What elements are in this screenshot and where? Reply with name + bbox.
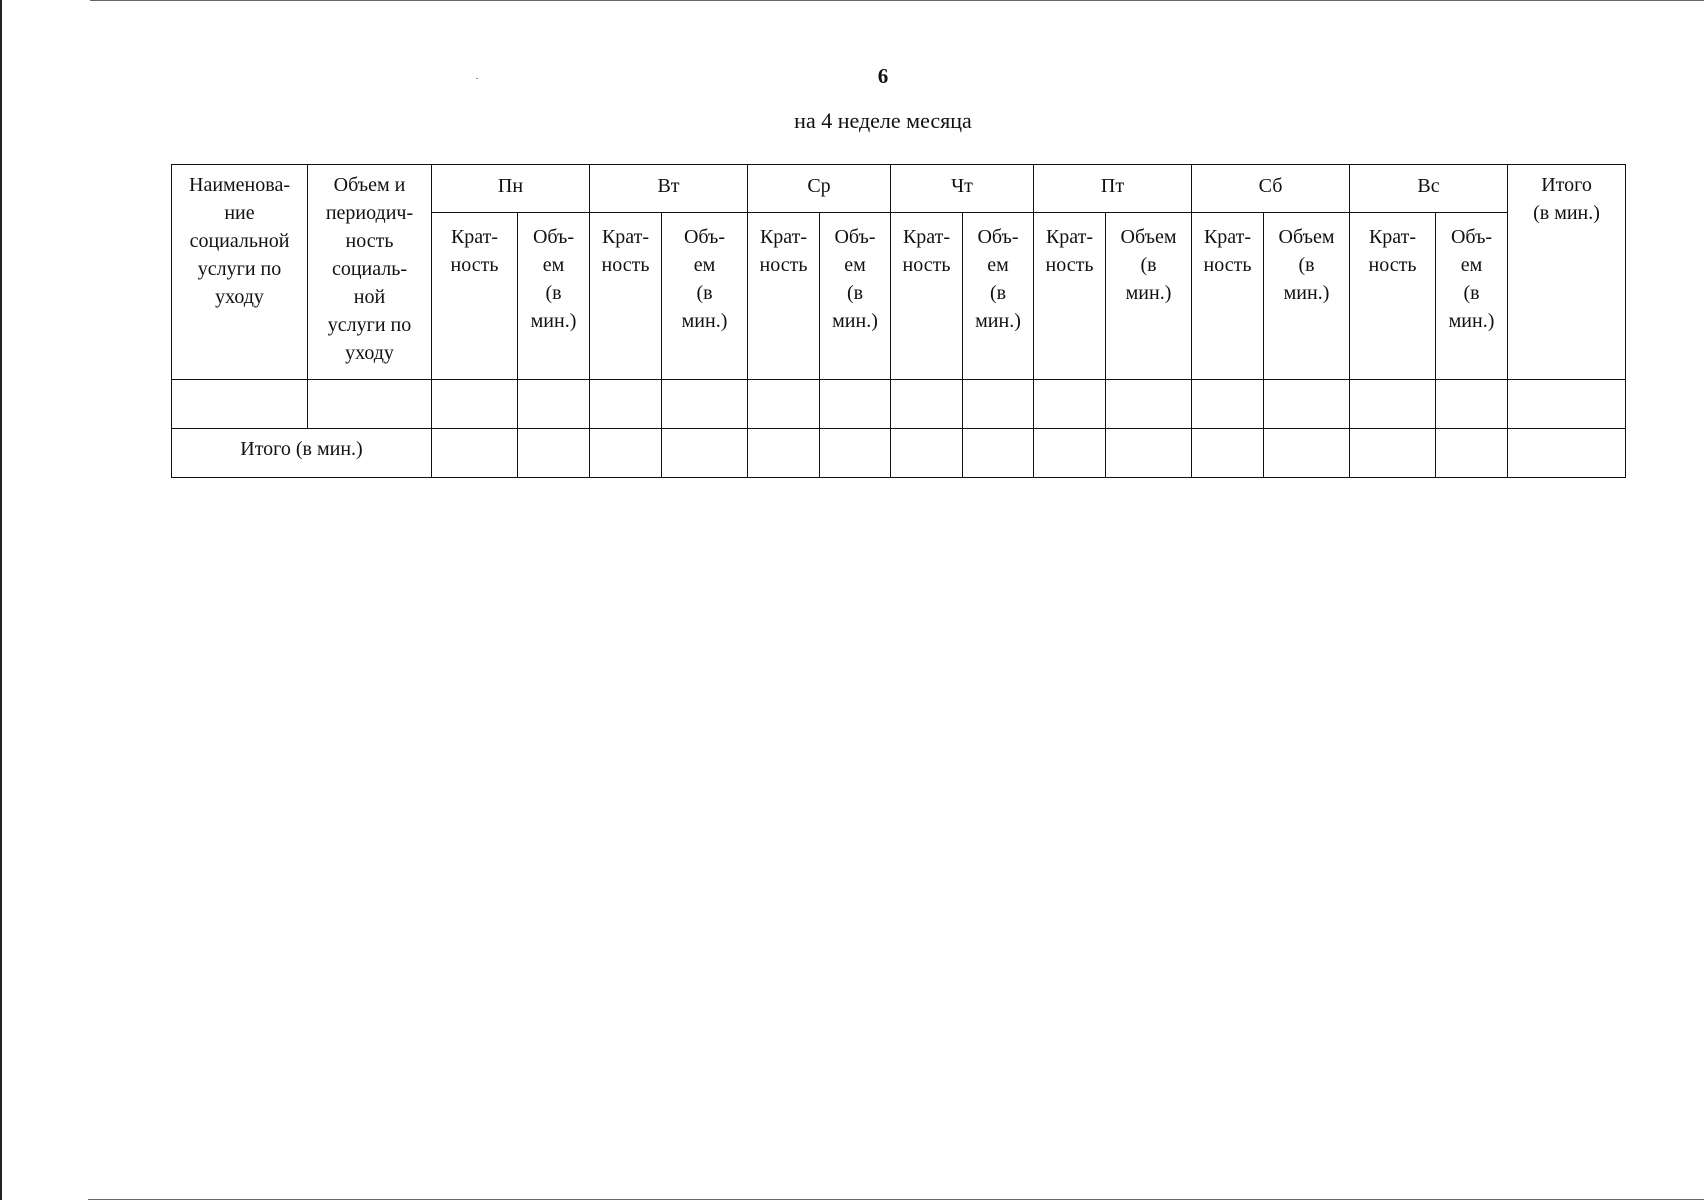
header-tue-multiplicity: Крат- ность bbox=[590, 213, 662, 380]
table-cell bbox=[172, 380, 308, 429]
table-cell bbox=[1264, 429, 1350, 478]
header-fri-multiplicity: Крат- ность bbox=[1034, 213, 1106, 380]
care-schedule-table bbox=[171, 164, 1626, 478]
table-cell bbox=[891, 429, 963, 478]
table-cell bbox=[662, 429, 748, 478]
table-cell bbox=[662, 380, 748, 429]
total-row-label: Итого (в мин.) bbox=[172, 429, 432, 478]
header-tue-volume: Объ- ем (в мин.) bbox=[662, 213, 748, 380]
table-cell bbox=[891, 380, 963, 429]
table-cell bbox=[963, 429, 1034, 478]
table-cell bbox=[1508, 429, 1626, 478]
table-cell bbox=[1192, 429, 1264, 478]
page-number: 6 bbox=[877, 64, 889, 88]
table-cell bbox=[1350, 429, 1436, 478]
header-row-days bbox=[172, 165, 1626, 213]
scan-edge-top bbox=[90, 0, 1704, 1]
table-cell bbox=[590, 429, 662, 478]
table-row-empty bbox=[172, 380, 1626, 429]
table-subtitle: на 4 неделе месяца bbox=[794, 108, 972, 133]
header-wed-multiplicity: Крат- ность bbox=[748, 213, 820, 380]
header-day-sun: Вс bbox=[1350, 165, 1508, 213]
table-row-total bbox=[172, 429, 1626, 478]
header-volume-periodicity: Объем и периодич- ность социаль- ной услуги по уходу bbox=[308, 165, 432, 380]
table-cell bbox=[432, 380, 518, 429]
table-cell bbox=[432, 429, 518, 478]
header-day-tue: Вт bbox=[590, 165, 748, 213]
table-cell bbox=[1106, 429, 1192, 478]
header-mon-volume: Объ- ем (в мин.) bbox=[518, 213, 590, 380]
table-cell bbox=[820, 380, 891, 429]
header-mon-multiplicity: Крат- ность bbox=[432, 213, 518, 380]
header-day-sat: Сб bbox=[1192, 165, 1350, 213]
table-cell bbox=[1192, 380, 1264, 429]
header-wed-volume: Объ- ем (в мин.) bbox=[820, 213, 891, 380]
header-thu-volume: Объ- ем (в мин.) bbox=[963, 213, 1034, 380]
table-cell bbox=[518, 380, 590, 429]
table-cell bbox=[748, 429, 820, 478]
table-cell bbox=[518, 429, 590, 478]
table-cell bbox=[1436, 380, 1508, 429]
table-cell bbox=[820, 429, 891, 478]
header-day-wed: Ср bbox=[748, 165, 891, 213]
header-day-fri: Пт bbox=[1034, 165, 1192, 213]
table-cell bbox=[1436, 429, 1508, 478]
header-service-name: Наименова- ние социальной услуги по уходу bbox=[172, 165, 308, 380]
table-cell bbox=[1508, 380, 1626, 429]
scan-edge-left bbox=[0, 0, 2, 1200]
header-day-mon: Пн bbox=[432, 165, 590, 213]
header-sun-volume: Объ- ем (в мин.) bbox=[1436, 213, 1508, 380]
table-cell bbox=[1034, 429, 1106, 478]
table-cell bbox=[748, 380, 820, 429]
header-total: Итого (в мин.) bbox=[1508, 165, 1626, 380]
table-cell bbox=[308, 380, 432, 429]
table-cell bbox=[963, 380, 1034, 429]
table-cell bbox=[1034, 380, 1106, 429]
table-cell bbox=[1106, 380, 1192, 429]
header-sun-multiplicity: Крат- ность bbox=[1350, 213, 1436, 380]
header-fri-volume: Объем (в мин.) bbox=[1106, 213, 1192, 380]
header-sat-volume: Объем (в мин.) bbox=[1264, 213, 1350, 380]
header-thu-multiplicity: Крат- ность bbox=[891, 213, 963, 380]
table-cell bbox=[1264, 380, 1350, 429]
table-cell bbox=[1350, 380, 1436, 429]
table-cell bbox=[590, 380, 662, 429]
header-sat-multiplicity: Крат- ность bbox=[1192, 213, 1264, 380]
header-day-thu: Чт bbox=[891, 165, 1034, 213]
